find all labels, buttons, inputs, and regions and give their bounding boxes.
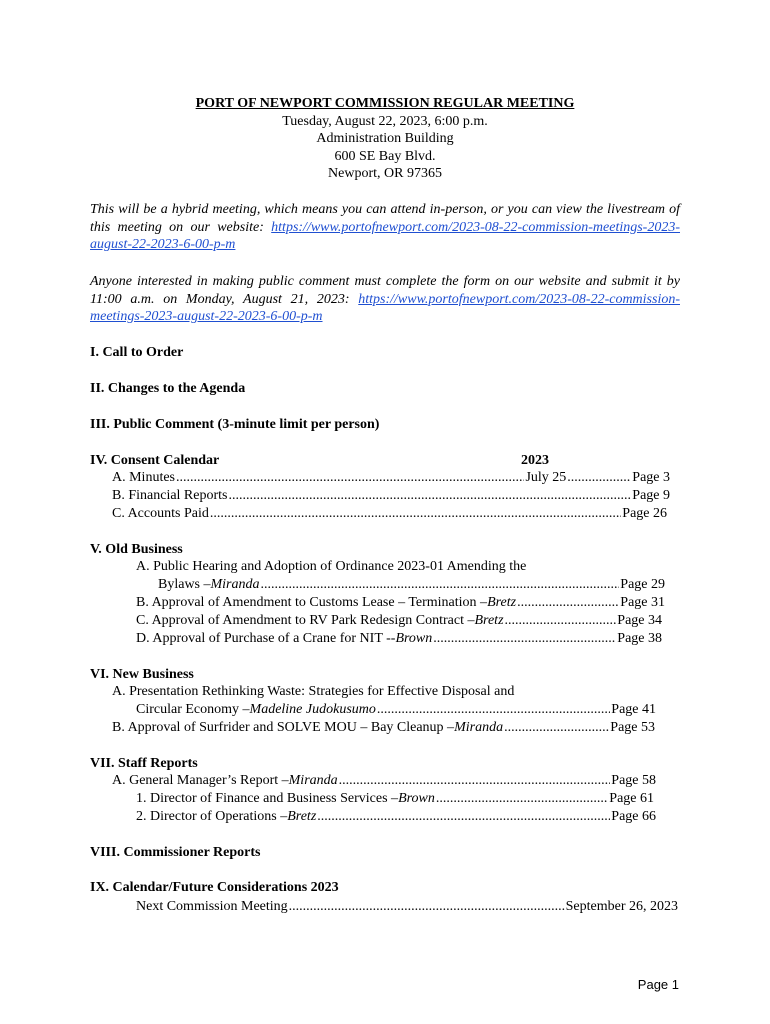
leader-dots — [433, 630, 616, 647]
section-old-business: V. Old Business — [90, 542, 183, 557]
old-item-d: D. Approval of Purchase of a Crane for NIT -- Brown ..... Page 38 — [136, 630, 662, 647]
section-staff-reports: VII. Staff Reports — [90, 756, 198, 771]
next-meeting-date: September 26, 2023 — [565, 899, 678, 914]
consent-item-page: Page 3 — [632, 470, 670, 485]
section-new-business: VI. New Business — [90, 667, 194, 682]
leader-dots — [505, 612, 617, 629]
consent-item-page: Page 9 — [632, 488, 670, 503]
comment-notice-text: Anyone interested in making public comment must complete the form on our website and submit it by 11:00 a.m. on Monday, August 21, 2023: — [90, 274, 680, 307]
hybrid-notice — [90, 201, 680, 254]
leader-dots — [176, 469, 524, 486]
meeting-building: Administration Building — [316, 131, 454, 146]
leader-dots — [317, 808, 610, 825]
leader-dots — [210, 505, 621, 522]
old-item-c: C. Approval of Amendment to RV Park Redesign Contract – Bretz ..... Page 34 — [136, 612, 662, 629]
leader-dots — [229, 487, 632, 504]
section-call-to-order: I. Call to Order — [90, 345, 184, 360]
new-item-b: B. Approval of Surfrider and SOLVE MOU – Bay Cleanup – Miranda ..... Page 53 — [112, 719, 655, 736]
consent-item-label: B. Financial Reports — [112, 488, 228, 503]
section-commissioner-reports: VIII. Commissioner Reports — [90, 845, 261, 860]
consent-item-page: Page 26 — [622, 506, 667, 521]
old-item-b: B. Approval of Amendment to Customs Lease – Termination – Bretz ..... Page 31 — [136, 594, 665, 611]
consent-item-label: C. Accounts Paid — [112, 506, 209, 521]
presenter-name: Bretz — [487, 595, 517, 610]
presenter-name: Bretz — [287, 809, 317, 824]
consent-item-minutes — [112, 469, 670, 486]
leader-dots — [567, 469, 631, 486]
section-changes-agenda: II. Changes to the Agenda — [90, 381, 246, 396]
hybrid-notice-text: This will be a hybrid meeting, which means you can attend in-person, or you can view the livestream of this meeting on our website: — [90, 202, 680, 235]
item-page: Page 66 — [611, 809, 656, 824]
new-item-a-line2: Circular Economy – Madeline Judokusumo ..... Page 41 — [136, 701, 656, 718]
meeting-street: 600 SE Bay Blvd. — [334, 148, 436, 164]
staff-item-operations: 2. Director of Operations – Bretz ..... Page 66 — [136, 808, 656, 825]
consent-year: 2023 — [521, 453, 549, 468]
staff-item-gm: A. General Manager’s Report – Miranda ..... Page 58 — [112, 772, 656, 789]
comment-form-link[interactable]: https://www.portofnewport.com/2023-08-22-commission-meetings-2023-august-22-2023-6-00-p-m — [90, 291, 680, 324]
next-meeting-line — [136, 898, 678, 915]
old-item-a-line1: A. Public Hearing and Adoption of Ordinance 2023-01 Amending the — [136, 559, 527, 574]
leader-dots — [436, 790, 608, 807]
meeting-header — [0, 95, 770, 183]
presenter-name: Miranda — [454, 720, 504, 735]
section-public-comment: III. Public Comment (3-minute limit per person) — [90, 417, 380, 432]
staff-item-finance: 1. Director of Finance and Business Services – Brown ..... Page 61 — [136, 790, 654, 807]
new-item-a-line1: A. Presentation Rethinking Waste: Strategies for Effective Disposal and — [112, 684, 515, 699]
item-page: Page 41 — [611, 702, 656, 717]
old-item-a-line2: Bylaws – Miranda ..... Page 29 — [158, 576, 665, 593]
leader-dots — [289, 898, 565, 915]
presenter-name: Brown — [395, 631, 433, 646]
page-number: Page 1 — [637, 977, 679, 992]
leader-dots — [517, 594, 619, 611]
consent-item-financial — [112, 487, 670, 504]
leader-dots — [377, 701, 610, 718]
next-meeting-label: Next Commission Meeting — [136, 899, 288, 914]
section-calendar: IX. Calendar/Future Considerations 2023 — [90, 880, 339, 895]
leader-dots — [261, 576, 620, 593]
consent-item-date: July 25 — [525, 470, 567, 485]
meeting-city: Newport, OR 97365 — [328, 166, 442, 181]
item-page: Page 29 — [620, 577, 665, 592]
presenter-name: Brown — [398, 791, 435, 806]
meeting-title: PORT OF NEWPORT COMMISSION REGULAR MEETING — [195, 96, 575, 111]
leader-dots — [339, 772, 611, 789]
item-page: Page 31 — [620, 595, 665, 610]
presenter-name: Miranda — [288, 773, 338, 788]
livestream-link[interactable]: https://www.portofnewport.com/2023-08-22-commission-meetings-2023-august-22-2023-6-00-p-m — [90, 219, 680, 252]
item-page: Page 34 — [617, 613, 662, 628]
comment-notice — [90, 273, 680, 326]
presenter-name: Miranda — [210, 577, 260, 592]
presenter-name: Madeline Judokusumo — [249, 702, 376, 717]
consent-item-label: A. Minutes — [112, 470, 175, 485]
item-page: Page 38 — [617, 631, 662, 646]
consent-item-accounts — [112, 505, 667, 522]
presenter-name: Bretz — [474, 613, 504, 628]
meeting-date: Tuesday, August 22, 2023, 6:00 p.m. — [282, 113, 488, 129]
section-consent-calendar: IV. Consent Calendar — [90, 453, 220, 468]
item-page: Page 53 — [610, 720, 655, 735]
leader-dots — [504, 719, 609, 736]
item-page: Page 58 — [611, 773, 656, 788]
item-page: Page 61 — [609, 791, 654, 806]
